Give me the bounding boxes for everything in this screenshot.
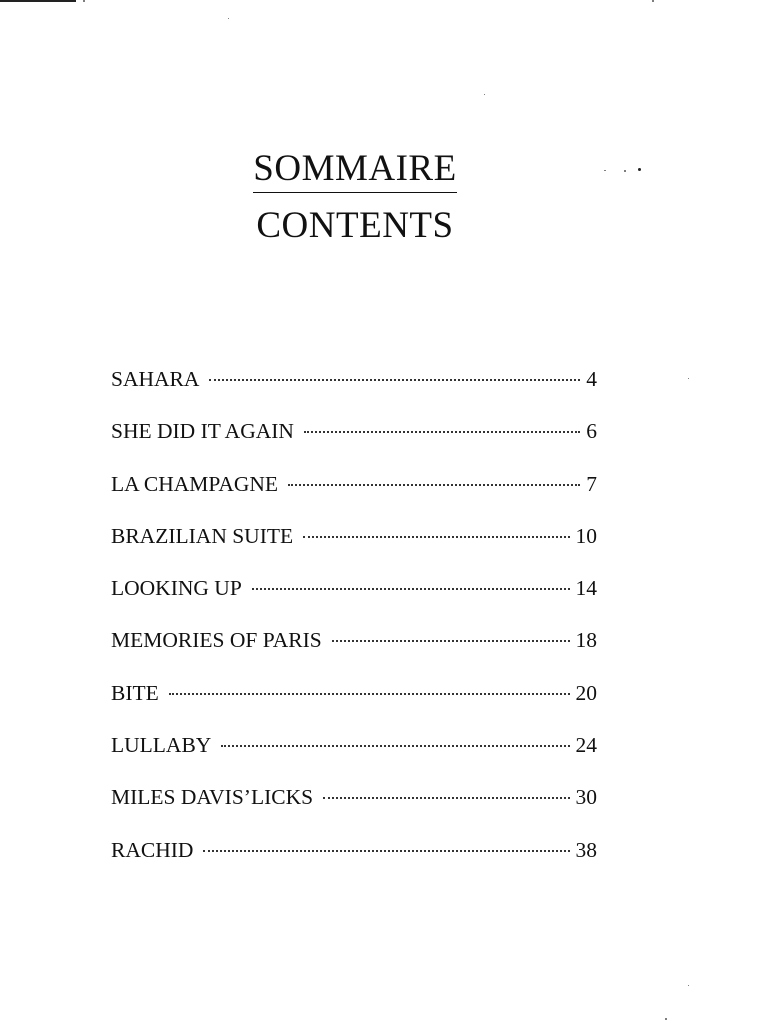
toc-entry <box>111 835 597 887</box>
toc-entry-title: SAHARA <box>111 367 200 391</box>
toc-entry-title: LOOKING UP <box>111 576 242 601</box>
toc-entry-page: 6 <box>586 419 597 444</box>
dot-leader <box>304 431 580 433</box>
toc-entry <box>111 573 597 625</box>
scan-speck <box>228 18 229 19</box>
dot-leader <box>209 379 580 381</box>
dot-leader <box>288 484 580 486</box>
toc-entry-title: LA CHAMPAGNE <box>111 471 279 496</box>
toc-entry-page: 18 <box>575 628 597 653</box>
heading-contents: CONTENTS <box>256 205 454 246</box>
scan-speck <box>484 94 485 95</box>
heading-sommaire: SOMMAIRE <box>253 148 456 193</box>
toc-entry <box>111 521 597 573</box>
dot-leader <box>169 693 570 695</box>
toc-entry-page: 4 <box>586 367 597 391</box>
dot-leader <box>252 588 570 590</box>
contents-heading <box>200 148 510 247</box>
toc-entry-title: RACHID <box>111 837 194 862</box>
toc-entry-title: BITE <box>111 680 159 705</box>
toc-entry-title: MILES DAVIS’LICKS <box>111 785 314 810</box>
toc-entry <box>111 364 597 416</box>
scan-speck <box>604 170 606 171</box>
dot-leader <box>323 797 569 799</box>
toc-entry <box>111 782 597 834</box>
scan-speck <box>638 168 641 171</box>
toc-entry-page: 38 <box>575 837 597 862</box>
scan-edge-line <box>0 0 76 2</box>
toc-entry <box>111 678 597 730</box>
scan-speck <box>83 0 85 2</box>
toc-entry-page: 14 <box>575 576 597 601</box>
toc-entry <box>111 416 597 468</box>
toc-entry-page: 24 <box>575 733 597 758</box>
toc-entry-title: MEMORIES OF PARIS <box>111 628 322 653</box>
table-of-contents <box>111 364 597 887</box>
toc-entry-title: BRAZILIAN SUITE <box>111 523 294 548</box>
toc-entry-page: 7 <box>586 471 597 496</box>
toc-entry <box>111 625 597 677</box>
toc-entry-page: 30 <box>575 785 597 810</box>
dot-leader <box>203 850 569 852</box>
dot-leader <box>303 536 569 538</box>
scan-speck <box>688 985 689 986</box>
dot-leader <box>221 745 569 747</box>
scan-speck <box>624 170 626 172</box>
scan-speck <box>665 1018 667 1020</box>
scan-speck <box>688 378 689 379</box>
toc-entry-page: 20 <box>575 680 597 705</box>
toc-entry-title: SHE DID IT AGAIN <box>111 419 294 444</box>
toc-entry-page: 10 <box>575 523 597 548</box>
toc-entry <box>111 730 597 782</box>
toc-entry <box>111 469 597 521</box>
toc-entry-title: LULLABY <box>111 733 212 758</box>
dot-leader <box>332 640 570 642</box>
scan-speck <box>652 0 654 2</box>
